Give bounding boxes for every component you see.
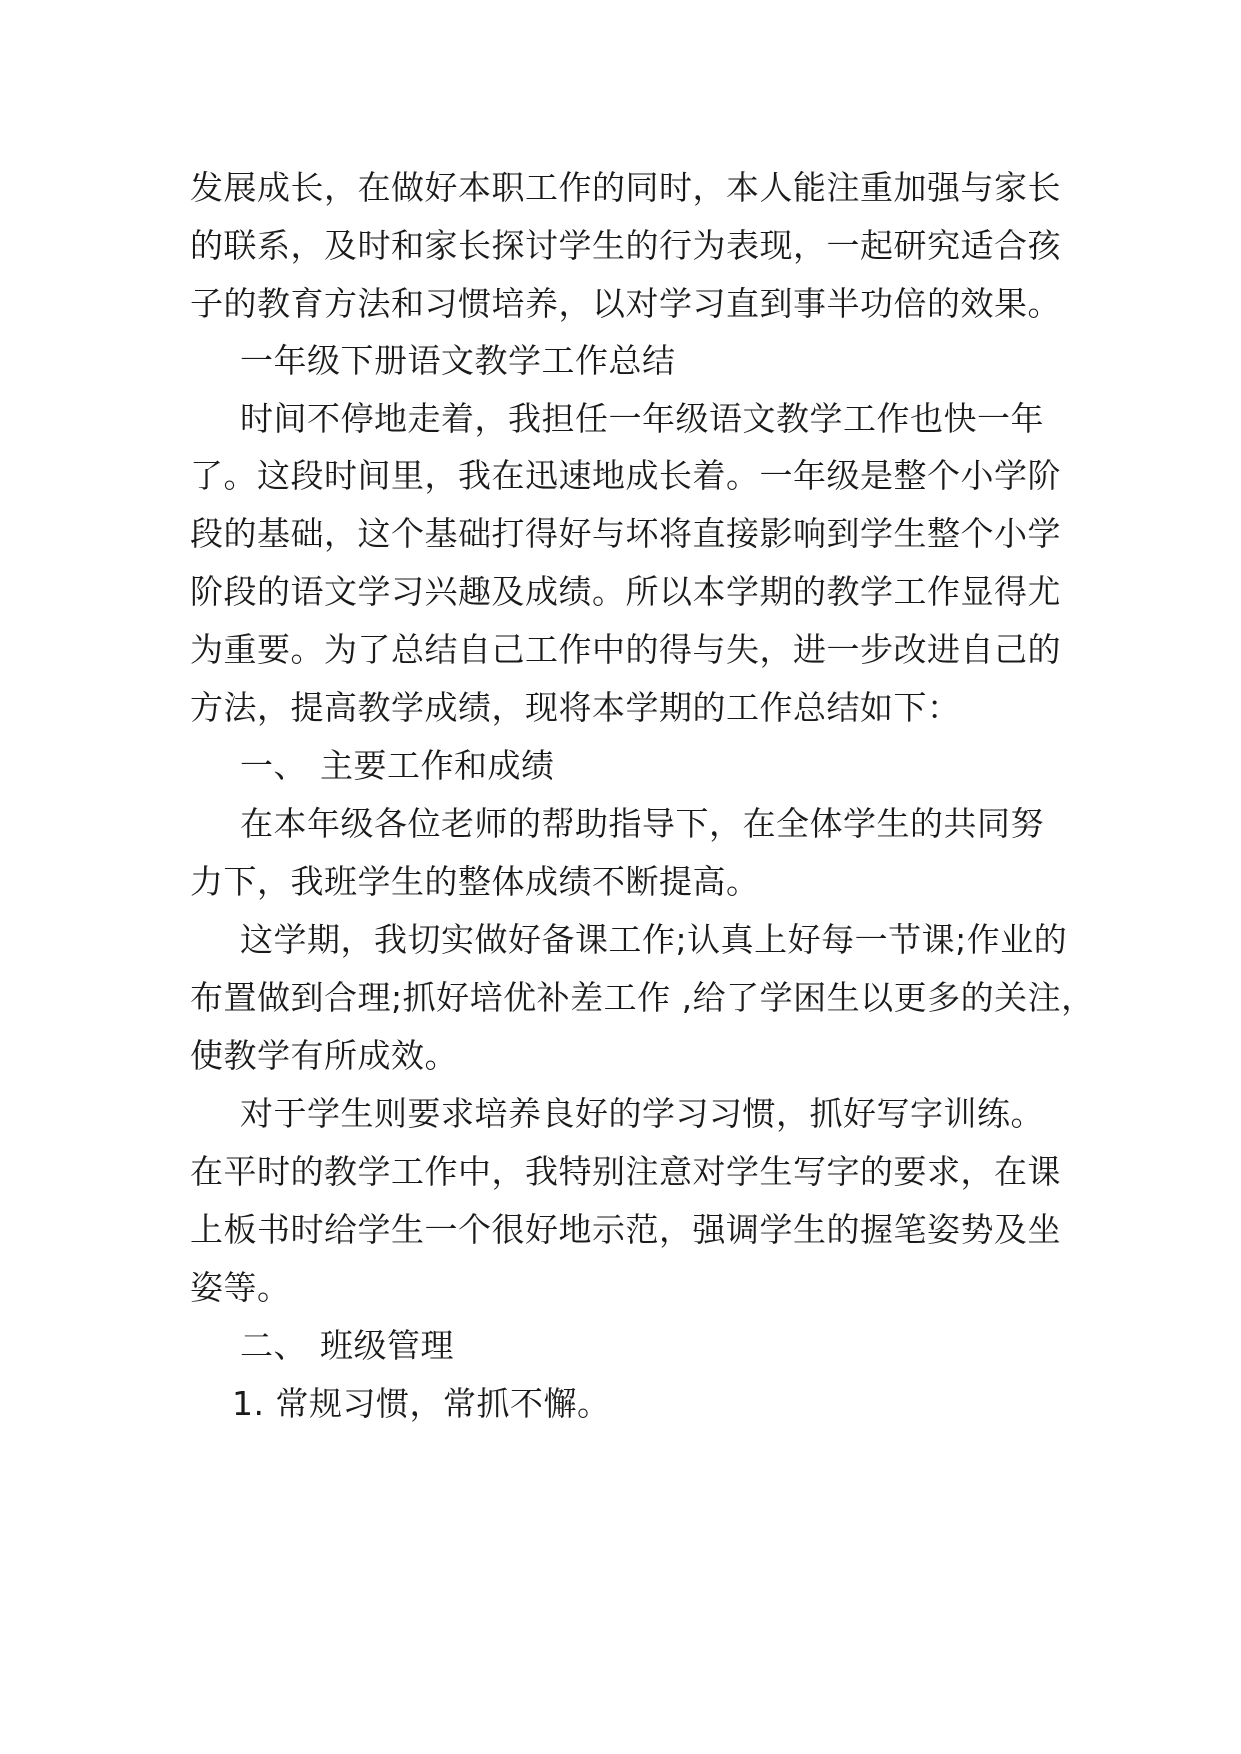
paragraph-line: 方法，提高教学成绩，现将本学期的工作总结如下： — [190, 688, 961, 727]
paragraph-line: 在平时的教学工作中，我特别注意对学生写字的要求，在课 — [190, 1152, 1061, 1191]
paragraph-line: 这学期，我切实做好备课工作;认真上好每一节课;作业的 — [240, 920, 1068, 959]
paragraph-line: 上板书时给学生一个很好地示范，强调学生的握笔姿势及坐 — [190, 1210, 1061, 1249]
paragraph-line: 布置做到合理;抓好培优补差工作 ,给了学困生以更多的关注， — [190, 978, 1095, 1017]
list-item — [232, 1384, 1112, 1424]
section-heading-2 — [240, 1326, 1120, 1366]
list-number: 1. — [232, 1384, 265, 1423]
section-heading-1 — [240, 746, 1120, 786]
paragraph-line: 为重要。为了总结自己工作中的得与失，进一步改进自己的 — [190, 630, 1061, 669]
section-title: 主要工作和成绩 — [320, 746, 555, 785]
paragraph-line: 使教学有所成效。 — [190, 1036, 458, 1075]
list-text: 常规习惯，常抓不懈。 — [275, 1384, 611, 1423]
paragraph-line: 力下，我班学生的整体成绩不断提高。 — [190, 862, 760, 901]
paragraph-line: 姿等。 — [190, 1268, 291, 1307]
document-title: 一年级下册语文教学工作总结 — [240, 341, 676, 380]
paragraph-line: 子的教育方法和习惯培养，以对学习直到事半功倍的效果。 — [190, 284, 1061, 323]
paragraph-line: 时间不停地走着，我担任一年级语文教学工作也快一年 — [240, 399, 1044, 438]
paragraph-line: 了。这段时间里，我在迅速地成长着。一年级是整个小学阶 — [190, 456, 1061, 495]
paragraph-line: 发展成长，在做好本职工作的同时，本人能注重加强与家长 — [190, 168, 1061, 207]
paragraph-line: 的联系，及时和家长探讨学生的行为表现，一起研究适合孩 — [190, 226, 1061, 265]
paragraph-line: 段的基础，这个基础打得好与坏将直接影响到学生整个小学 — [190, 514, 1061, 553]
paragraph-line: 阶段的语文学习兴趣及成绩。所以本学期的教学工作显得尤 — [190, 572, 1061, 611]
paragraph-line: 对于学生则要求培养良好的学习习惯，抓好写字训练。 — [240, 1094, 1044, 1133]
section-number: 一、 — [240, 746, 307, 785]
section-number: 二、 — [240, 1326, 307, 1365]
section-title: 班级管理 — [320, 1326, 454, 1365]
paragraph-line: 在本年级各位老师的帮助指导下，在全体学生的共同努 — [240, 804, 1044, 843]
